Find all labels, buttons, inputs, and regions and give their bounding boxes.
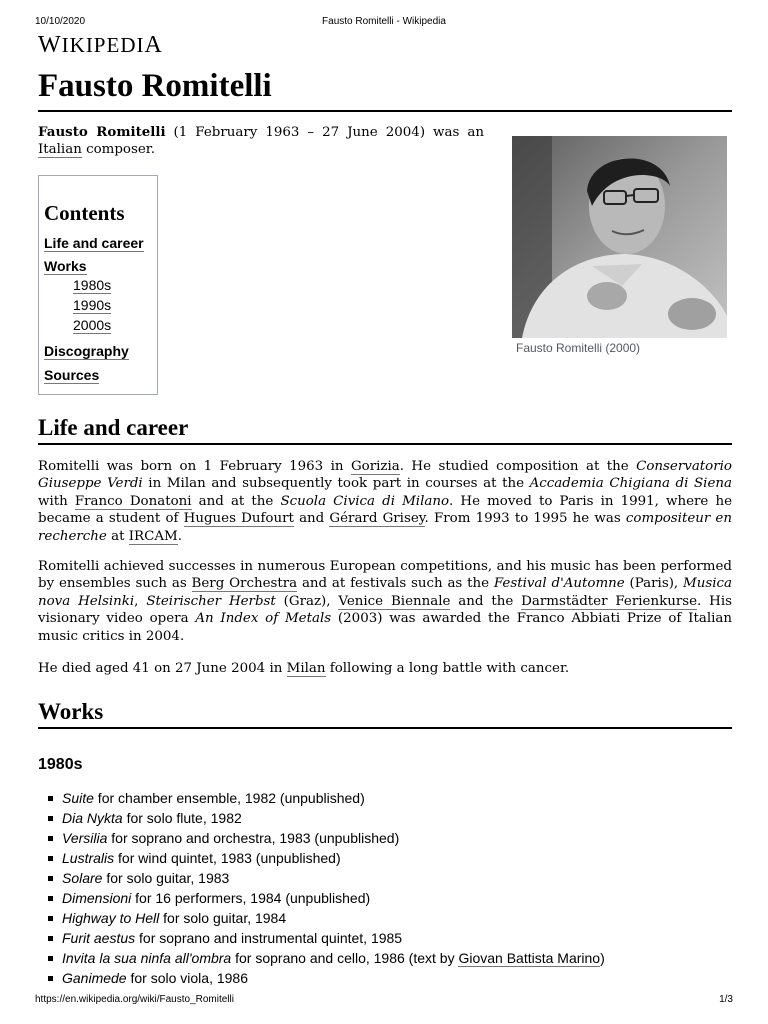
work-list-item: [62, 828, 605, 848]
work-description: for 16 performers, 1984 (unpublished): [131, 890, 371, 906]
work-list-item: [62, 868, 605, 888]
page-title: Fausto Romitelli: [38, 64, 732, 112]
text-run: and the: [450, 593, 522, 609]
toc-item-1990s[interactable]: 1990s: [73, 297, 112, 313]
text-run: .: [177, 528, 182, 544]
text-run: and at the: [191, 493, 281, 509]
work-title: Lustralis: [62, 850, 115, 866]
work-list-item: [62, 888, 605, 908]
work-description: for solo guitar, 1984: [159, 910, 287, 926]
work-title: Furit aestus: [62, 930, 136, 946]
infobox-caption: Fausto Romitelli (2000): [516, 341, 641, 355]
logo-letters: IKIPEDI: [61, 33, 145, 57]
toc-item-sources[interactable]: Sources: [44, 367, 100, 383]
portrait-photo[interactable]: [512, 136, 727, 338]
heading-life-and-career: Life and career: [38, 413, 732, 445]
heading-works: Works: [38, 697, 732, 729]
logo-letter-a: A: [144, 32, 163, 58]
life-paragraph-2: [38, 558, 732, 645]
work-title: Versilia: [62, 830, 108, 846]
work-description-end: ): [600, 950, 605, 966]
work-description: for solo guitar, 1983: [102, 870, 230, 886]
italic-text: compositeur en recherche: [38, 511, 732, 544]
text-run: . His visionary video opera: [38, 593, 732, 627]
inline-link[interactable]: Darmstädter Ferienkurse: [521, 593, 698, 609]
table-of-contents: [38, 175, 158, 395]
work-title: Invita la sua ninfa all'ombra: [62, 950, 232, 966]
work-list-item: [62, 948, 605, 968]
inline-link[interactable]: Berg Orchestra: [191, 576, 298, 592]
italic-text: Festival d'Automne: [493, 576, 625, 592]
toc-item-life-and-career[interactable]: Life and career: [44, 235, 144, 251]
text-run: He died aged 41 on 27 June 2004 in: [38, 661, 287, 676]
inline-link[interactable]: Hugues Dufourt: [183, 511, 294, 527]
lead-subject: Fausto Romitelli: [38, 124, 166, 140]
work-title: Solare: [62, 870, 103, 886]
logo-letter-w: W: [38, 32, 62, 58]
print-page-title: Fausto Romitelli - Wikipedia: [322, 16, 446, 27]
text-run: in Milan and subsequently took part in courses at the: [142, 476, 530, 492]
italic-text: Steirischer Herbst: [146, 593, 276, 609]
work-list-item: [62, 808, 605, 828]
work-list-item: [62, 788, 605, 808]
work-description: for soprano and orchestra, 1983 (unpublished): [107, 830, 400, 846]
work-link[interactable]: Giovan Battista Marino: [458, 950, 601, 966]
inline-link[interactable]: Milan: [286, 661, 326, 676]
infobox-figure: [512, 136, 727, 355]
text-run: (Graz),: [275, 593, 339, 609]
lead-paragraph: [38, 124, 484, 159]
work-list-item: [62, 928, 605, 948]
work-title: Ganimede: [62, 970, 127, 986]
text-run: with: [38, 493, 75, 509]
text-run: following a long battle with cancer.: [325, 661, 570, 676]
link-italian[interactable]: Italian: [38, 142, 82, 158]
text-run: and at festivals such as the: [297, 576, 494, 592]
text-run: . He studied composition at the: [399, 459, 637, 474]
work-title: Dimensioni: [62, 890, 132, 906]
toc-title: Contents: [44, 201, 125, 225]
work-description: for soprano and instrumental quintet, 1985: [135, 930, 403, 946]
print-date: 10/10/2020: [35, 16, 86, 27]
lead-end: composer.: [81, 142, 155, 158]
wikipedia-logo[interactable]: [38, 32, 163, 59]
italic-text: Conservatorio Giuseppe Verdi: [38, 459, 732, 492]
portrait-image: [512, 136, 727, 338]
text-run: and: [293, 511, 330, 527]
work-title: Suite: [62, 790, 94, 806]
print-page-number: 1/3: [719, 994, 733, 1005]
text-run: (Paris),: [624, 576, 683, 592]
work-title: Dia Nykta: [62, 810, 123, 826]
life-paragraph-1: [38, 458, 732, 545]
work-description: for solo flute, 1982: [122, 810, 242, 826]
text-run: Romitelli achieved successes in numerous European competitions, and his music has been performed by ensembles such as: [38, 559, 732, 592]
work-description: for soprano and cello, 1986 (text by: [231, 950, 459, 966]
italic-text: Scuola Civica di Milano: [280, 493, 450, 509]
toc-item-discography[interactable]: Discography: [44, 343, 129, 359]
inline-link[interactable]: Venice Biennale: [338, 593, 451, 609]
lead-dates: (1 February 1963 – 27 June 2004) was an: [165, 125, 484, 140]
inline-link[interactable]: Franco Donatoni: [74, 493, 192, 509]
italic-text: Accademia Chigiana di Siena: [529, 476, 732, 492]
text-run: (2003) was awarded the Franco Abbiati Prize of Italian music critics in 2004.: [38, 611, 732, 644]
inline-link[interactable]: Gérard Grisey: [329, 511, 425, 527]
text-run: ,: [134, 593, 147, 609]
print-url: https://en.wikipedia.org/wiki/Fausto_Romitelli: [35, 994, 234, 1005]
work-description: for solo viola, 1986: [126, 970, 248, 986]
inline-link[interactable]: Gorizia: [350, 459, 400, 474]
life-paragraph-3: [38, 660, 732, 677]
text-run: . From 1993 to 1995 he was: [424, 511, 626, 527]
work-title: Highway to Hell: [62, 910, 160, 926]
work-description: for chamber ensemble, 1982 (unpublished): [93, 790, 365, 806]
heading-1980s: 1980s: [38, 756, 83, 773]
work-list-item: [62, 848, 605, 868]
toc-item-2000s[interactable]: 2000s: [73, 317, 112, 333]
italic-text: An Index of Metals: [195, 611, 332, 627]
text-run: at: [106, 528, 129, 544]
text-run: Romitelli was born on 1 February 1963 in: [38, 459, 351, 474]
inline-link[interactable]: IRCAM: [128, 528, 178, 544]
work-list-item: [62, 908, 605, 928]
text-run: . He moved to Paris in 1991, where he became a student of: [38, 493, 733, 527]
works-1980s-list: [38, 788, 605, 988]
work-list-item: [62, 968, 605, 988]
italic-text: Musica nova Helsinki: [38, 576, 732, 609]
work-description: for wind quintet, 1983 (unpublished): [114, 850, 341, 866]
toc-item-works[interactable]: Works: [44, 258, 87, 274]
toc-item-1980s[interactable]: 1980s: [73, 277, 112, 293]
